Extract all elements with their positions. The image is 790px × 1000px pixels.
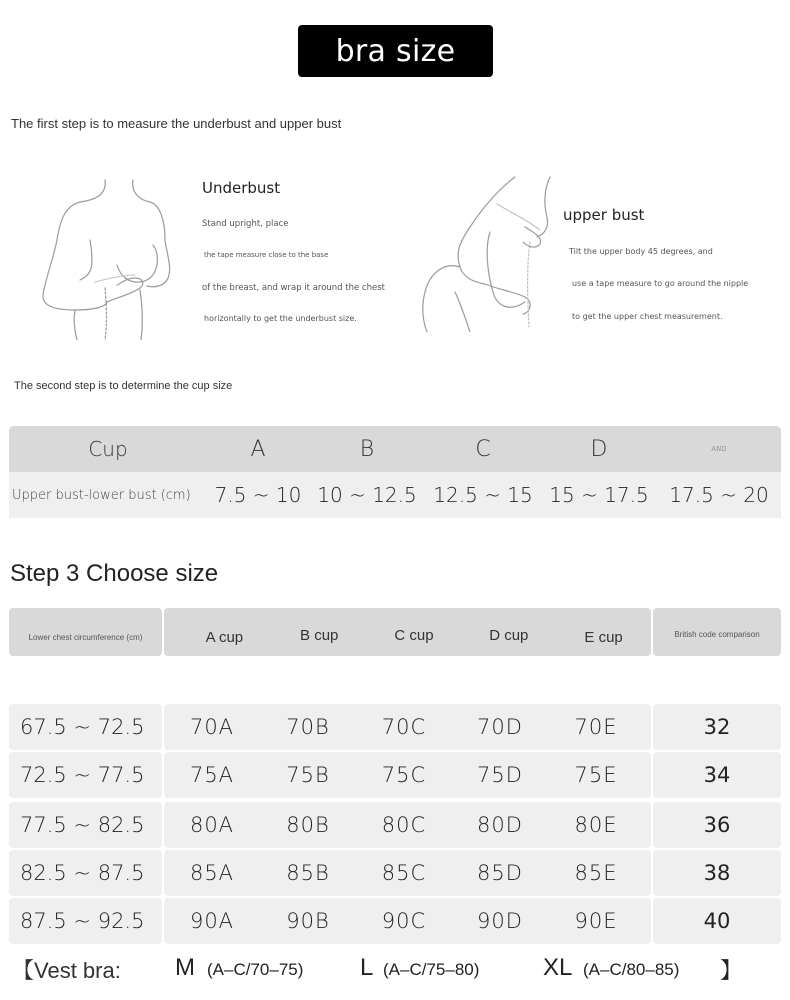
cup-range-c: 12.5 ~ 15 [433,483,533,507]
header-cup-b: B cup [300,626,339,644]
header-lower-chest: Lower chest circumference (cm) [9,608,162,656]
underbust-line-4: horizontally to get the underbust size. [204,314,357,323]
table-row [9,850,781,896]
size-cell: 80A [189,813,235,837]
cup-header-b: B [359,436,375,462]
cup-header-e: AND [711,445,727,453]
size-cell: 70C [381,715,427,739]
cup-table-header [9,426,781,472]
row-sizes [164,802,651,848]
cup-range-e: 17.5 ~ 20 [669,483,769,507]
vest-size-l: L [360,954,374,981]
header-british-code: British code comparison [653,608,781,656]
size-cell: 90E [574,909,618,933]
header-cup-a: A cup [205,628,244,646]
size-cell: 75C [381,763,427,787]
size-cell: 75B [286,763,330,787]
vest-range-xl: (A–C/80–85) [583,960,680,979]
size-cell: 85A [189,861,235,885]
row-uk-code: 36 [653,802,781,848]
vest-size-m: M [175,954,195,981]
cup-header-d: D [590,436,608,462]
row-range: 87.5 ~ 92.5 [9,898,162,944]
table-row [9,752,781,798]
row-uk-code: 32 [653,704,781,750]
underbust-line-1: Stand upright, place [202,219,289,229]
size-cell: 80E [574,813,618,837]
vest-bra-label: 【Vest bra: [12,958,121,983]
row-sizes [164,850,651,896]
size-cell: 80D [477,813,523,837]
cup-table-row [9,472,781,518]
upper-bust-line-1: Tilt the upper body 45 degrees, and [569,247,713,256]
row-range: 72.5 ~ 77.5 [9,752,162,798]
size-cell: 85D [477,861,523,885]
upper-bust-measure-illustration [415,172,565,332]
step2-instruction: The second step is to determine the cup size [14,380,233,392]
cup-range-d: 15 ~ 17.5 [549,483,649,507]
size-cell: 90A [189,909,235,933]
cup-range-a: 7.5 ~ 10 [214,483,302,507]
row-sizes [164,752,651,798]
vest-bra-note [12,954,782,986]
size-cell: 90D [477,909,523,933]
step1-instruction: The first step is to measure the underbust and upper bust [11,116,342,131]
vest-range-l: (A–C/75–80) [383,960,480,979]
upper-bust-line-2: use a tape measure to go around the nipple [572,279,749,288]
size-cell: 70B [286,715,330,739]
row-range: 82.5 ~ 87.5 [9,850,162,896]
step3-title: Step 3 Choose size [10,560,219,587]
size-cell: 90B [286,909,330,933]
upper-bust-line-3: to get the upper chest measurement. [572,312,723,321]
vest-range-m: (A–C/70–75) [207,960,304,979]
table-row [9,802,781,848]
underbust-heading: Underbust [202,179,281,197]
row-uk-code: 40 [653,898,781,944]
vest-size-xl: XL [543,954,573,981]
cup-size-table [9,426,781,518]
size-cell: 75A [189,763,235,787]
table-row [9,898,781,944]
size-table-body [9,704,781,946]
row-sizes [164,898,651,944]
underbust-line-2: the tape measure close to the base [204,251,329,259]
size-chart-table [9,608,781,933]
size-cell: 85E [574,861,618,885]
size-table-header [9,608,781,656]
page-title: bra size [335,33,456,69]
size-cell: 80B [286,813,330,837]
cup-header-c: C [475,436,491,462]
size-cell: 70D [477,715,523,739]
size-cell: 75D [477,763,523,787]
size-cell: 85B [286,861,330,885]
header-cups [164,608,651,656]
header-cup-e: E cup [584,628,623,646]
size-cell: 70A [189,715,235,739]
row-uk-code: 34 [653,752,781,798]
header-cup-d: D cup [489,626,529,644]
size-cell: 70E [574,715,618,739]
row-range: 77.5 ~ 82.5 [9,802,162,848]
size-cell: 85C [381,861,427,885]
size-cell: 90C [381,909,427,933]
cup-range-b: 10 ~ 12.5 [317,483,417,507]
size-cell: 80C [381,813,427,837]
table-row [9,704,781,750]
cup-header-label: Cup [88,437,128,461]
underbust-measure-illustration [35,170,190,340]
vest-bra-close: 】 [720,958,743,983]
row-uk-code: 38 [653,850,781,896]
page-title-badge [298,25,493,77]
cup-header-a: A [250,436,266,462]
row-sizes [164,704,651,750]
size-cell: 75E [574,763,618,787]
upper-bust-heading: upper bust [563,206,645,224]
row-range: 67.5 ~ 72.5 [9,704,162,750]
header-cup-c: C cup [394,626,434,644]
underbust-line-3: of the breast, and wrap it around the chest [202,283,385,293]
cup-row-label: Upper bust-lower bust (cm) [12,487,191,503]
